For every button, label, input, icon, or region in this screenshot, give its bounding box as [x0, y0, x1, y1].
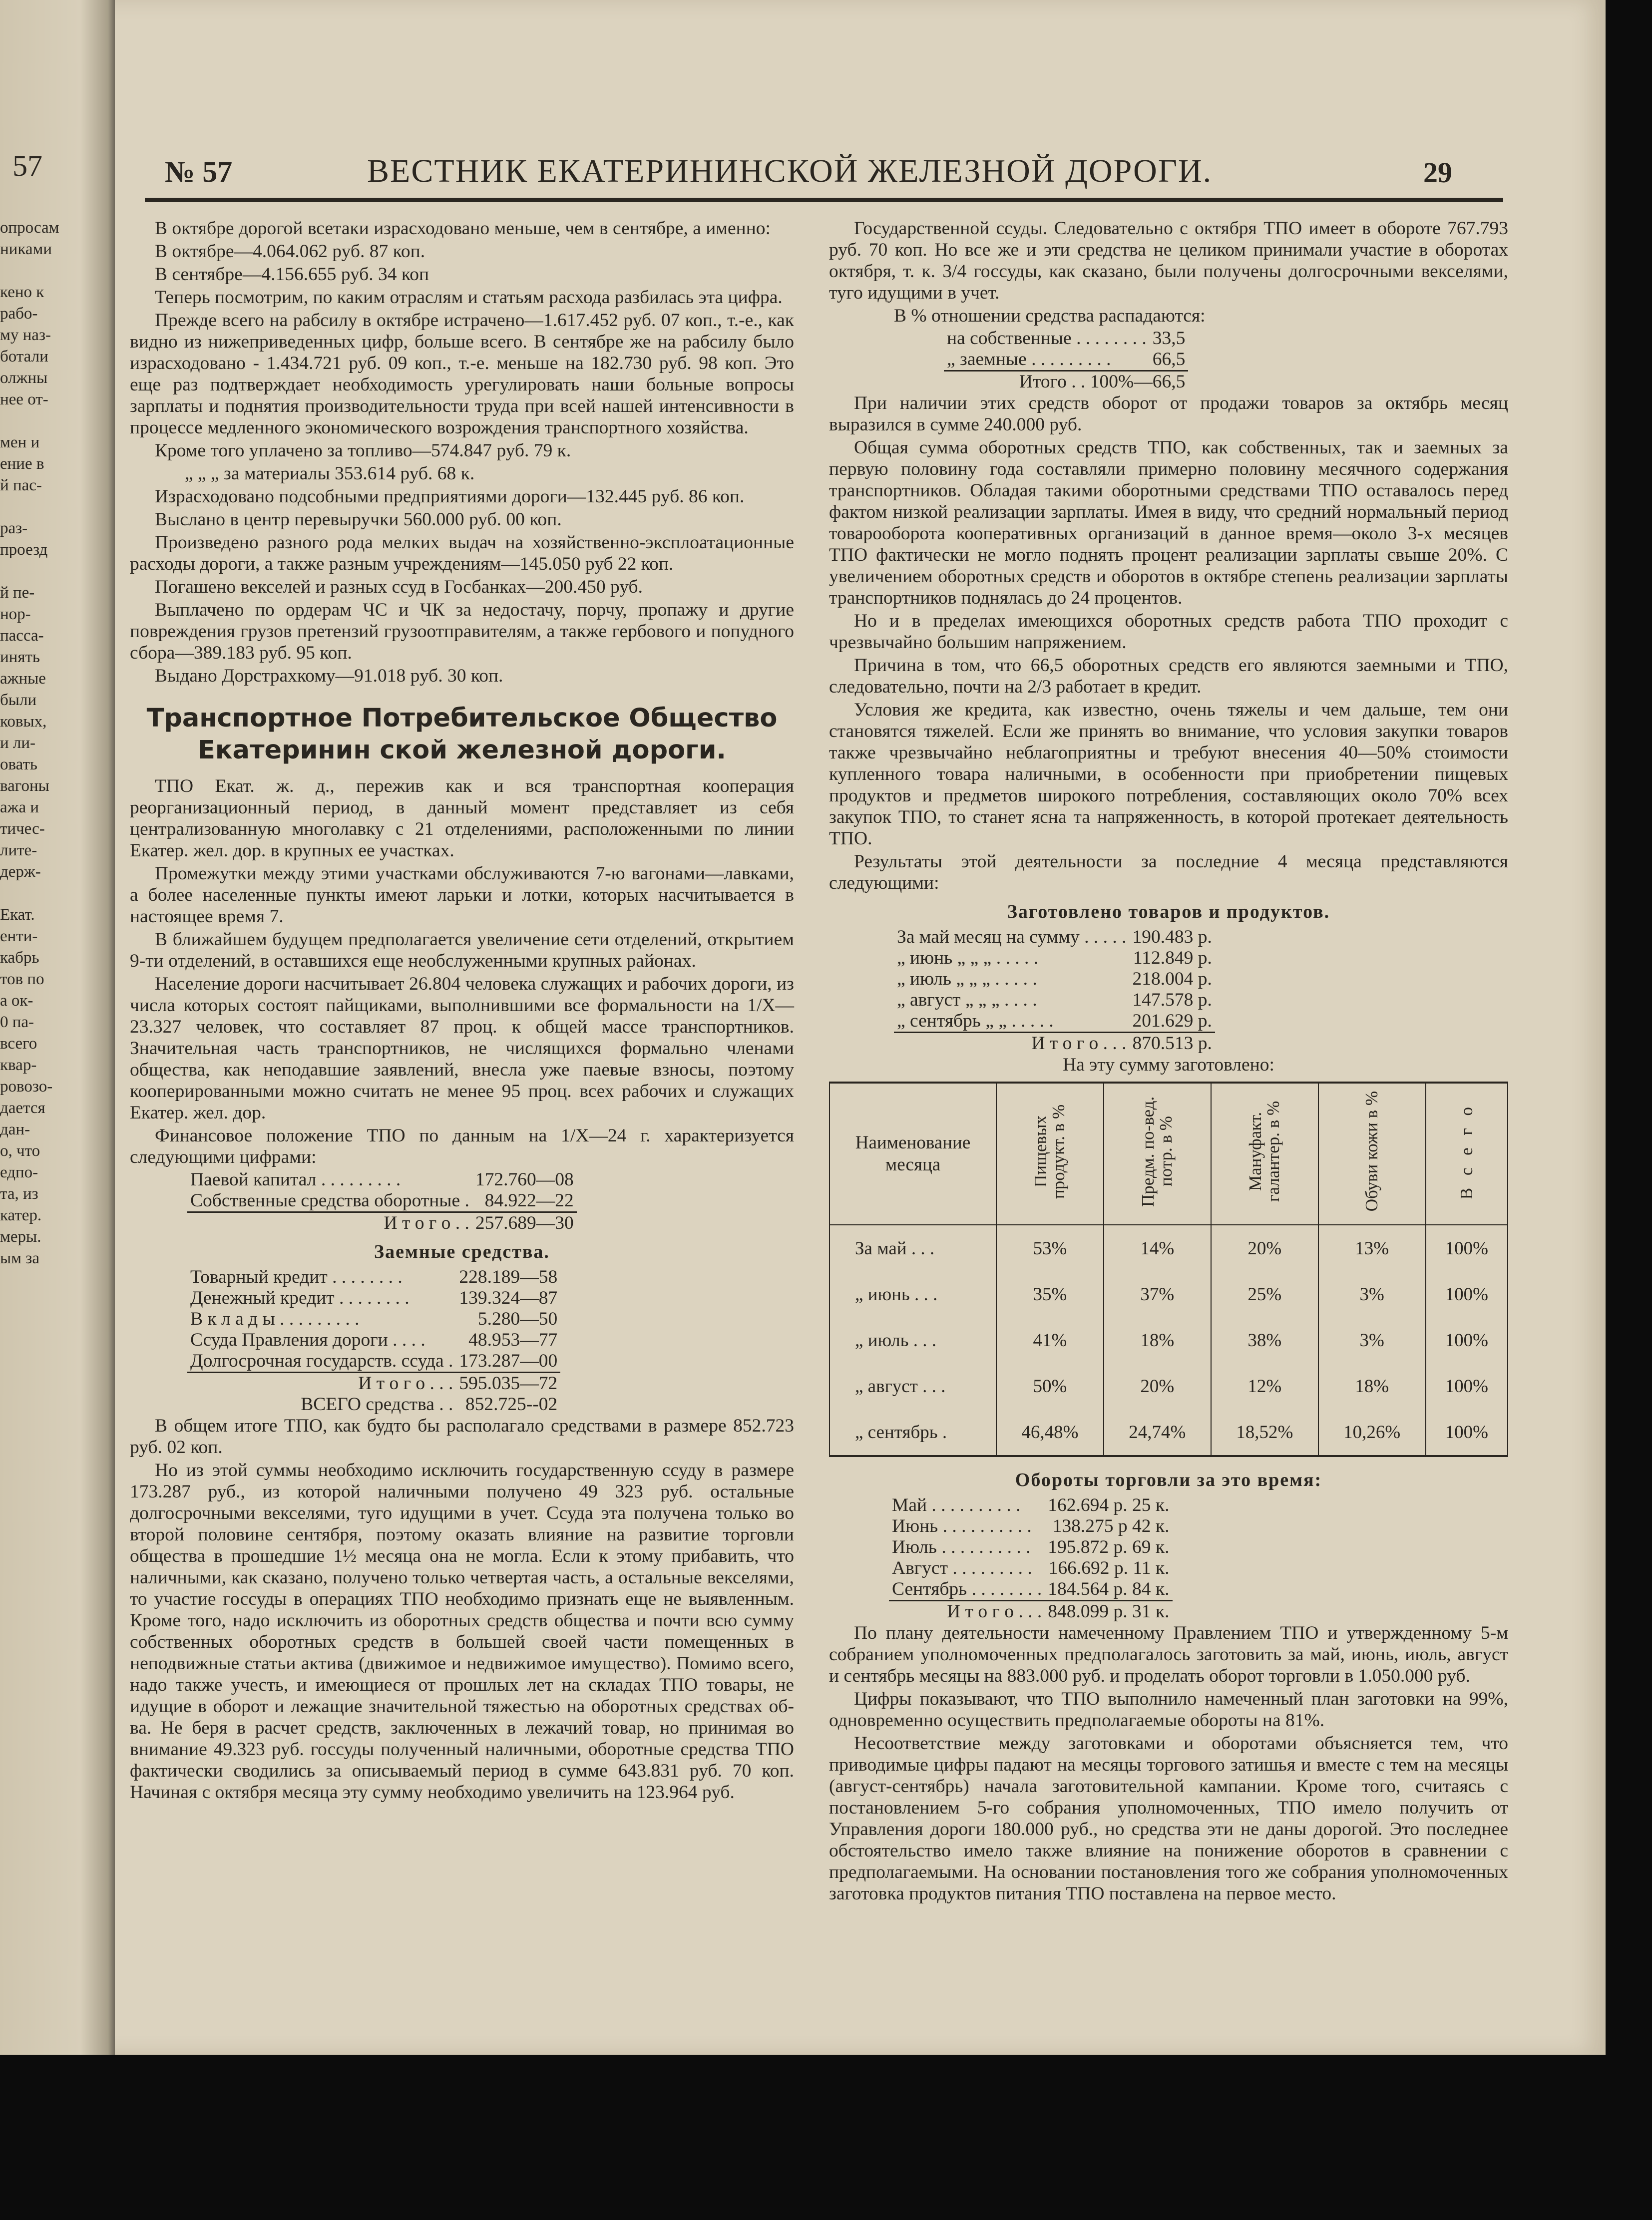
procured-table	[894, 927, 1215, 1054]
gutter-line: ым за	[0, 1249, 39, 1267]
row-value: 228.189—58	[459, 1267, 558, 1287]
column-header: Наименование месяца	[829, 1083, 996, 1225]
row-label: Июнь . . . . . . . . . .	[892, 1516, 1032, 1536]
table-cell: 12%	[1211, 1363, 1318, 1409]
table-row	[187, 1330, 560, 1351]
paragraph: Произведено разного рода мелких выдач на хозяйственно-эксплоатационные расходы дороги, а также разным учреждениям—145.050 руб 22 коп.	[130, 532, 794, 574]
total-row	[894, 1033, 1215, 1055]
gutter-line: й пе-	[0, 584, 35, 602]
table-row	[944, 328, 1188, 349]
table-row	[187, 1351, 560, 1373]
gutter-line: Екат.	[0, 906, 35, 924]
gutter-line: ажа и	[0, 798, 39, 816]
total-label: И т о г о . . .	[889, 1601, 1045, 1623]
column-header: Пищевых продукт. в %	[996, 1083, 1104, 1225]
paragraph: В % отношении средства распадаются:	[894, 306, 1206, 326]
row-value: 33,5	[1152, 328, 1186, 349]
subheading: Обороты торговли за это время:	[1015, 1470, 1322, 1490]
row-label: Денежный кредит . . . . . . . .	[190, 1288, 410, 1308]
gutter-line: инять	[0, 648, 40, 666]
borrowed-funds-table	[187, 1267, 560, 1415]
row-value: 84.922—22	[484, 1190, 574, 1211]
month-cell: „ август . . .	[829, 1363, 996, 1409]
gutter-line: дается	[0, 1099, 45, 1117]
paragraph: На эту сумму заготовлено:	[1063, 1055, 1274, 1075]
paragraph: Но и в пределах имеющихся оборотных средств работа ТПО проходит с чрезвычайно большим напряжением.	[829, 611, 1508, 653]
total-label: И т о г о . . .	[894, 1033, 1129, 1055]
row-label: За май месяц на сумму . . . . .	[897, 927, 1127, 947]
row-value: 147.578 р.	[1132, 990, 1212, 1010]
table-row	[889, 1579, 1173, 1601]
gutter-line: катер.	[0, 1206, 42, 1224]
header-rule	[145, 198, 1503, 202]
previous-page-edge	[0, 0, 115, 2055]
total-row	[187, 1373, 560, 1395]
row-label: Долгосрочная государств. ссуда .	[190, 1351, 453, 1371]
column-header: Обуви кожи в %	[1318, 1083, 1426, 1225]
table-row	[829, 1271, 1508, 1317]
section-heading: Транспортное Потребительское Общество Екатеринин ской железной дороги.	[146, 704, 778, 765]
gutter-line: едпо-	[0, 1163, 38, 1181]
table-row	[187, 1309, 560, 1330]
paragraph: ТПО Екат. ж. д., пережив как и вся транспортная кооперация реорганизационный период, в данный момент представляет из себя централизованную многолавку с 21 отделениями, расположенными по линии Екатер. жел. дор. в крупных ее участках.	[130, 776, 794, 861]
table-cell: 18,52%	[1211, 1409, 1318, 1456]
gutter-line: всего	[0, 1035, 37, 1053]
table-cell: 100%	[1426, 1363, 1508, 1409]
table-cell: 38%	[1211, 1317, 1318, 1363]
gutter-line: овать	[0, 755, 37, 773]
total-value: 257.689—30	[472, 1212, 577, 1234]
paragraph: Общая сумма оборотных средств ТПО, как собственных, так и заемных за первую половину года составляли примерно половину месячного содержания транспортников. Обладая такими оборотными средствами ТПО оставалось перед фактом низкой реализации зарплаты. Имея в виду, что средний нормальный период товарооборота кооперативных организаций в данное время—около 3-х месяцев ТПО фактически не могло поднять процент реализации зарплаты свыше 20%. С увеличением оборотных средств и оборотов в октябре степень реализации зарплаты транспортников поднялась до 24 процентов.	[829, 437, 1508, 608]
paragraph: Теперь посмотрим, по каким отраслям и статьям расхода разбилась эта цифра.	[155, 287, 783, 308]
paragraph: В общем итоге ТПО, как будто бы располагало средствами в размере 852.723 руб. 02 коп.	[130, 1416, 794, 1458]
gutter-line: й пас-	[0, 476, 42, 494]
row-value: 5.280—50	[477, 1309, 558, 1329]
month-cell: „ июль . . .	[829, 1317, 996, 1363]
right-column	[829, 218, 1508, 1906]
table-cell: 100%	[1426, 1409, 1508, 1456]
row-label: „ июнь „ „ „ . . . . .	[897, 948, 1039, 968]
gutter-line: олжны	[0, 369, 48, 387]
total-value: 848.099 р. 31 к.	[1045, 1601, 1172, 1623]
row-value: 184.564 р. 84 к.	[1048, 1579, 1170, 1599]
table-row	[829, 1409, 1508, 1456]
table-cell: 3%	[1318, 1271, 1426, 1317]
paragraph: Результаты этой деятельности за последние 4 месяца представляются следующими:	[829, 851, 1508, 893]
page-number: 29	[1423, 156, 1452, 189]
table-row	[894, 969, 1215, 990]
table-cell: 20%	[1104, 1363, 1211, 1409]
table-cell: 37%	[1104, 1271, 1211, 1317]
row-value: 218.004 р.	[1132, 969, 1212, 989]
paragraph: При наличии этих средств оборот от продажи товаров за октябрь месяц выразился в сумме 240.000 руб.	[829, 393, 1508, 435]
paragraph: Население дороги насчитывает 26.804 человека служащих и рабочих дороги, из числа которых состоят пайщиками, выполнившими все формальности на 1/X—23.327 человек, что составляет 87 проц. к общей массе транспортников. Значительная часть транспортников, не числящихся формально членами общества, как неподавшие заявлений, внесла уже паевые взносы, поэтому кооперированными можно считать не менее 95 проц. всех рабочих и служащих Екатер. жел. дор.	[130, 974, 794, 1123]
total-row	[889, 1601, 1173, 1623]
column-header: В с е г о	[1426, 1083, 1508, 1225]
paragraph: Кроме того уплачено за топливо—574.847 руб. 79 к.	[155, 440, 571, 461]
row-value: 162.694 р. 25 к.	[1048, 1495, 1170, 1515]
table-cell: 25%	[1211, 1271, 1318, 1317]
row-label: „ июль „ „ „ . . . . .	[897, 969, 1037, 989]
subheading: Заготовлено товаров и продуктов.	[1007, 901, 1330, 922]
table-cell: 10,26%	[1318, 1409, 1426, 1456]
paragraph: Цифры показывают, что ТПО выполнило намеченный план заготовки на 99%, одновременно осуществить предполагаемые обороты на 81%.	[829, 1689, 1508, 1731]
row-value: 190.483 р.	[1132, 927, 1212, 947]
paragraph: Прежде всего на рабсилу в октябре истрачено—1.617.452 руб. 07 коп., т.-е., как видно из нижеприведенных цифр, больше всего. В сентябре же на рабсилу было израсходовано - 1.434.721 руб. 09 коп., т.-е. меньше на 182.730 руб. 98 коп. Это еще раз подтверждает необходимость урегулировать наши больные вопросы зарплаты и поднятия производительности труда при всей нашей интенсивности в процессе медленного экономического возрождения транспортного хозяйства.	[130, 310, 794, 438]
table-cell: 18%	[1318, 1363, 1426, 1409]
row-value: 173.287—00	[459, 1351, 558, 1371]
total-row	[187, 1212, 577, 1234]
gutter-line: рабо-	[0, 305, 38, 323]
table-cell: 50%	[996, 1363, 1104, 1409]
row-label: Собственные средства оборотные .	[190, 1190, 469, 1211]
grand-total-value: 852.725--02	[465, 1394, 558, 1415]
month-cell: „ июнь . . .	[829, 1271, 996, 1317]
table-row	[944, 349, 1188, 371]
row-value: 139.324—87	[459, 1288, 558, 1308]
total-row	[944, 371, 1188, 393]
gutter-line: о, что	[0, 1142, 40, 1160]
table-cell: 3%	[1318, 1317, 1426, 1363]
paragraph: В октябре—4.064.062 руб. 87 коп.	[155, 241, 425, 262]
table-header-row	[829, 1083, 1508, 1225]
total-label: И т о г о . .	[187, 1212, 472, 1234]
row-label: Сентябрь . . . . . . . .	[892, 1579, 1042, 1599]
row-value: 201.629 р.	[1132, 1011, 1212, 1031]
gutter-line: нее от-	[0, 390, 48, 408]
table-row	[187, 1288, 560, 1309]
gutter-line: тов по	[0, 970, 44, 988]
paragraph: Финансовое положение ТПО по данным на 1/X—24 г. характеризуется следующими цифрами:	[130, 1125, 794, 1167]
masthead-title: ВЕСТНИК ЕКАТЕРИНИНСКОЙ ЖЕЛЕЗНОЙ ДОРОГИ.	[367, 153, 1213, 189]
paragraph: Выслано в центр перевыручки 560.000 руб. 00 коп.	[155, 509, 562, 530]
table-cell: 41%	[996, 1317, 1104, 1363]
table-cell: 24,74%	[1104, 1409, 1211, 1456]
row-value: 195.872 р. 69 к.	[1048, 1537, 1170, 1557]
turnover-table	[889, 1495, 1173, 1622]
gutter-line: му наз-	[0, 326, 51, 344]
paragraph: По плану деятельности намеченному Правлением ТПО и утвержденному 5-м собранием уполномоченных предполагалось заготовить за май, июнь, июль, август и сентябрь месяцы на 883.000 руб. и проделать оборот торговли в 1.050.000 руб.	[829, 1623, 1508, 1686]
gutter-line: раз-	[0, 519, 28, 537]
row-value: 166.692 р. 11 к.	[1048, 1558, 1170, 1578]
table-cell: 35%	[996, 1271, 1104, 1317]
issue-number: № 57	[165, 155, 233, 188]
row-label: В к л а д ы . . . . . . . . .	[190, 1309, 360, 1329]
gutter-line: ажные	[0, 670, 46, 688]
gutter-line: кабрь	[0, 949, 39, 967]
row-value: 172.760—08	[475, 1169, 574, 1190]
gutter-line: лите-	[0, 841, 37, 859]
gutter-line: а ок-	[0, 992, 33, 1010]
row-label: Июль . . . . . . . . . .	[892, 1537, 1031, 1557]
table-row	[829, 1363, 1508, 1409]
paragraph: Несоответствие между заготовками и оборотами объясняется тем, что приводимые цифры падают на месяцы торгового затишья и вместе с тем на месяцы (август-сентябрь) начала заготовительной кампании. Кроме того, считаясь с постановлением 5-го собрания уполномоченных, ТПО имело получить от Управления дороги 180.000 руб., но средства эти не даны дорогой. Это последнее обстоятельство имело также влияние на понижение оборотов в сравнении с предполагаемыми. На основании постановления того же собрания уполномоченных заготовка продуктов питания ТПО поставлена на первое место.	[829, 1733, 1508, 1904]
gutter-line: нор-	[0, 605, 31, 623]
table-cell: 53%	[996, 1225, 1104, 1271]
row-label: Паевой капитал . . . . . . . . .	[190, 1169, 401, 1190]
paragraph: В октябре дорогой всетаки израсходовано меньше, чем в сентябре, а именно:	[155, 218, 771, 239]
row-label: „ заемные . . . . . . . . .	[947, 349, 1111, 370]
gutter-line: меры.	[0, 1228, 41, 1246]
gutter-line: ботали	[0, 348, 48, 366]
total-label: Итого . . 100%—66,5	[944, 371, 1188, 393]
row-label: „ сентябрь „ „ . . . . .	[897, 1011, 1054, 1031]
total-value: 870.513 р.	[1129, 1033, 1215, 1055]
subheading: Заемные средства.	[374, 1241, 550, 1262]
gutter-line: тичес-	[0, 820, 45, 838]
paragraph: В ближайшем будущем предполагается увеличение сети отделений, открытием 9-ти отделений, в оставшихся еще необслуженными крупных районах.	[130, 929, 794, 971]
paragraph: Причина в том, что 66,5 оборотных средств его являются заемными и ТПО, следовательно, почти на 2/3 работает в кредит.	[829, 655, 1508, 697]
grand-total-label: ВСЕГО средства . .	[301, 1394, 453, 1415]
gutter-line: и ли-	[0, 734, 36, 752]
paragraph: Погашено векселей и разных ссуд в Госбанках—200.450 руб.	[155, 577, 643, 597]
table-row	[894, 1011, 1215, 1033]
gutter-line: мен и	[0, 433, 40, 451]
gutter-line: вагоны	[0, 777, 49, 795]
row-value: 48.953—77	[468, 1330, 558, 1350]
table-cell: 14%	[1104, 1225, 1211, 1271]
table-cell: 100%	[1426, 1225, 1508, 1271]
paragraph: Государственной ссуды. Следовательно с октября ТПО имеет в обороте 767.793 руб. 70 коп. Но все же и эти средства не целиком принимали участие в оборотах октября, т. к. 3/4 госсуды, как сказано, были получены долгосрочными векселями, туго идущими в учет.	[829, 218, 1508, 303]
table-cell: 18%	[1104, 1317, 1211, 1363]
own-funds-table	[187, 1169, 577, 1234]
table-row	[187, 1169, 577, 1190]
gutter-line: квар-	[0, 1056, 37, 1074]
table-cell: 46,48%	[996, 1409, 1104, 1456]
gutter-line: были	[0, 691, 37, 709]
procurement-breakdown-table	[829, 1082, 1508, 1457]
row-label: „ август „ „ „ . . . .	[897, 990, 1037, 1010]
column-header: Мануфакт. галантер. в %	[1211, 1083, 1318, 1225]
gutter-line: проезд	[0, 541, 48, 559]
paragraph: Израсходовано подсобными предприятиями дороги—132.445 руб. 86 коп.	[155, 486, 745, 507]
table-row	[889, 1516, 1173, 1537]
table-cell: 100%	[1426, 1317, 1508, 1363]
table-row	[894, 990, 1215, 1011]
gutter-line: дан-	[0, 1120, 30, 1138]
gutter-line: 0 па-	[0, 1013, 34, 1031]
gutter-line: ковых,	[0, 713, 47, 731]
table-row	[889, 1495, 1173, 1516]
previous-page-number: 57	[12, 149, 42, 182]
paragraph: Выплачено по ордерам ЧС и ЧК за недостачу, порчу, пропажу и другие повреждения грузов претензий грузоотправителям, а также гербового и попудного сбора—389.183 руб. 95 коп.	[130, 600, 794, 663]
row-label: на собственные . . . . . . . .	[947, 328, 1147, 349]
total-label: И т о г о . . .	[187, 1373, 456, 1395]
paragraph: Промежутки между этими участками обслуживаются 7-ю вагонами—лавками, а более населенные пункты имеют ларьки и лотки, которых насчитывается в настоящее время 7.	[130, 863, 794, 927]
total-value: 595.035—72	[456, 1373, 560, 1395]
month-cell: „ сентябрь .	[829, 1409, 996, 1456]
row-label: Май . . . . . . . . . .	[892, 1495, 1021, 1515]
table-cell: 100%	[1426, 1271, 1508, 1317]
table-row	[889, 1558, 1173, 1579]
table-row	[894, 927, 1215, 948]
table-cell: 13%	[1318, 1225, 1426, 1271]
row-value: 66,5	[1152, 349, 1186, 370]
grand-total-row	[187, 1394, 560, 1415]
paragraph: „ „ „ за материалы 353.614 руб. 68 к.	[185, 463, 475, 484]
paragraph: Но из этой суммы необходимо исключить государственную ссуду в размере 173.287 руб., из которой наличными получено 49 323 руб. остальные долгосрочными векселями, туго идущими в учет. Ссуда эта получена только во второй половине сентября, поэтому оказать влияние на развитие торговли общества в прошедшие 1½ месяца она не могла. Если к этому прибавить, что наличными, как сказано, получено только четвертая часть, а остальные векселями, то участие госсуды в операциях ТПО необходимо признать еще не выявленным. Кроме того, надо исключить из оборотных средств общества и почти всю сумму собственных оборотных средств в большей своей части помещенных в неподвижные статьи актива (движимое и недвижимое имущество). Помимо всего, надо также учесть, и имеющиеся от прошлых лет на складах ТПО товары, не идущие в оборот и лежащие значительной тяжестью на оборотных средствах об-ва. Не беря в расчет средств, заключенных в лежачий товар, но принимая во внимание 49.323 руб. госсуды полученный наличными, оборотные средства ТПО фактически сводились за описываемый период в сумме 643.831 руб. 70 коп. Начиная с октября месяца эту сумму необходимо увеличить на 123.964 руб.	[130, 1460, 794, 1803]
row-label: Ссуда Правления дороги . . . .	[190, 1330, 425, 1350]
table-row	[829, 1317, 1508, 1363]
left-column	[130, 218, 794, 1805]
gutter-line: пасса-	[0, 627, 44, 645]
table-row	[829, 1225, 1508, 1271]
percent-table	[944, 328, 1188, 392]
gutter-line: держ-	[0, 863, 41, 881]
gutter-line: енти-	[0, 927, 38, 945]
table-row	[894, 948, 1215, 969]
gutter-line: ровозо-	[0, 1078, 53, 1096]
paragraph: Выдано Дорстрахкому—91.018 руб. 30 коп.	[155, 666, 503, 686]
table-cell: 20%	[1211, 1225, 1318, 1271]
table-row	[889, 1537, 1173, 1558]
gutter-line: кено к	[0, 283, 44, 301]
paragraph: Условия же кредита, как известно, очень тяжелы и чем дальше, тем они становятся тяжелей. Если же принять во внимание, что условия закупки товаров также чрезвычайно неблагоприятны и требуют внесения 40—50% стоимости купленного товара наличными, в особенности при приобретении пищевых продуктов и предметов широкого потребления, составляющих около 70% всех закупок ТПО, то станет ясна та напряженность, в которой протекает деятельность ТПО.	[829, 700, 1508, 849]
gutter-line: никами	[0, 240, 52, 258]
row-value: 138.275 р 42 к.	[1052, 1516, 1170, 1536]
table-row	[187, 1267, 560, 1288]
paragraph: В сентябре—4.156.655 руб. 34 коп	[155, 264, 429, 285]
row-label: Август . . . . . . . . .	[892, 1558, 1032, 1578]
gutter-line: ение в	[0, 455, 44, 473]
month-cell: За май . . .	[829, 1225, 996, 1271]
column-header: Предм. по-вед. потр. в %	[1104, 1083, 1211, 1225]
gutter-line: та, из	[0, 1185, 38, 1203]
gutter-line: опросам	[0, 219, 59, 237]
row-value: 112.849 р.	[1133, 948, 1212, 968]
table-row	[187, 1190, 577, 1212]
row-label: Товарный кредит . . . . . . . .	[190, 1267, 403, 1287]
